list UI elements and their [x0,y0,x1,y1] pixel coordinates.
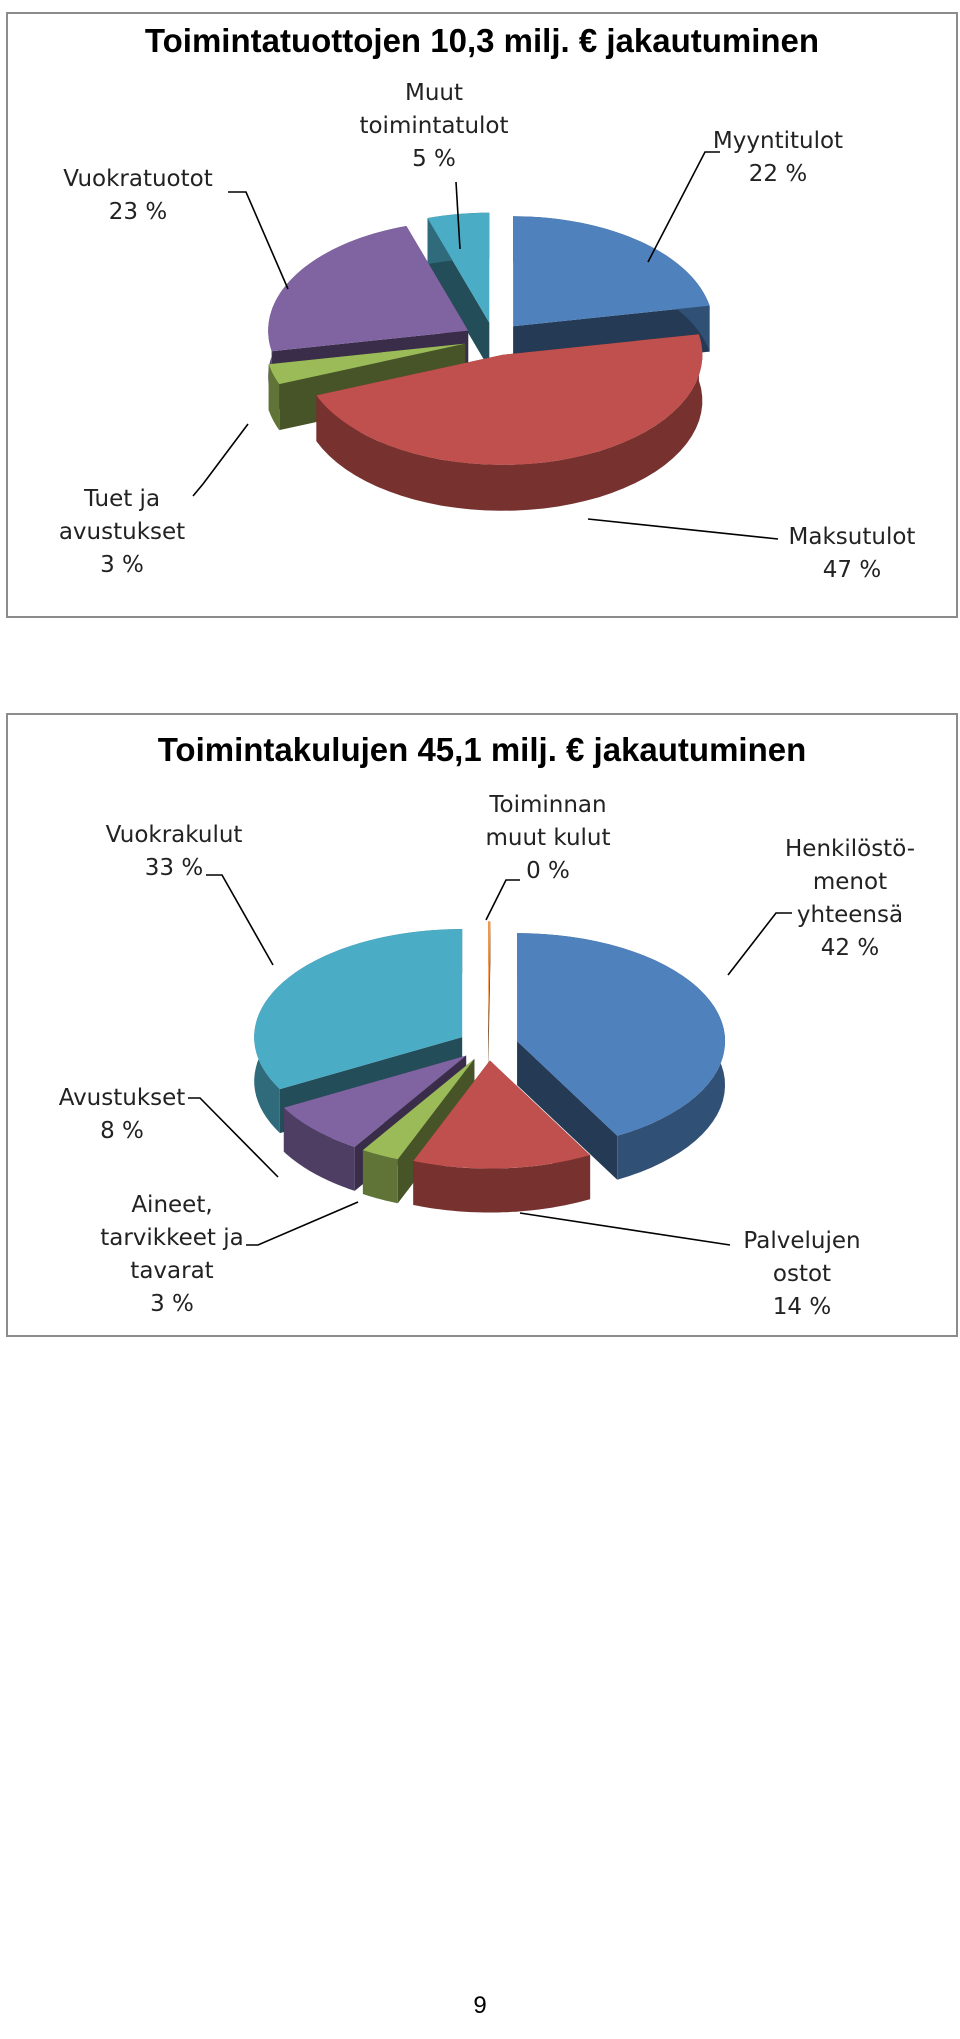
slice-label: Toiminnan muut kulut 0 % [485,792,611,884]
expense-pie-svg [8,715,956,1335]
leader-line [486,880,520,920]
slice-label: Vuokratuotot 23 % [63,166,213,225]
chart-title: Toimintakulujen 45,1 milj. € jakautuminen [157,731,807,768]
leader-line [648,152,720,262]
slice-label: Maksutulot 47 % [788,524,916,583]
slice-label: Tuet ja avustukset 3 % [58,486,186,578]
leader-line [728,913,792,975]
slice-label: Palvelujen ostot 14 % [743,1228,861,1320]
revenue-pie-svg [8,14,956,616]
leader-line [193,424,248,496]
leader-line [206,875,273,965]
expense-chart [6,713,958,1337]
leader-line [228,192,288,289]
slice-label: Avustukset 8 % [58,1085,186,1144]
slice-label: Henkilöstö-menot yhteensä 42 % [785,836,915,961]
leader-line [520,1213,730,1245]
slice-label: Muut toimintatulot 5 % [359,80,509,172]
slice-label: Myyntitulot 22 % [712,128,844,187]
chart-title: Toimintatuottojen 10,3 milj. € jakautuminen [144,22,820,59]
slice-label: Vuokrakulut 33 % [105,822,243,881]
leader-line [246,1202,358,1245]
slice-label: Aineet, tarvikkeet ja tavarat 3 % [100,1192,244,1317]
revenue-chart [6,12,958,618]
page-number: 9 [473,1992,487,2019]
leader-line [588,519,778,539]
